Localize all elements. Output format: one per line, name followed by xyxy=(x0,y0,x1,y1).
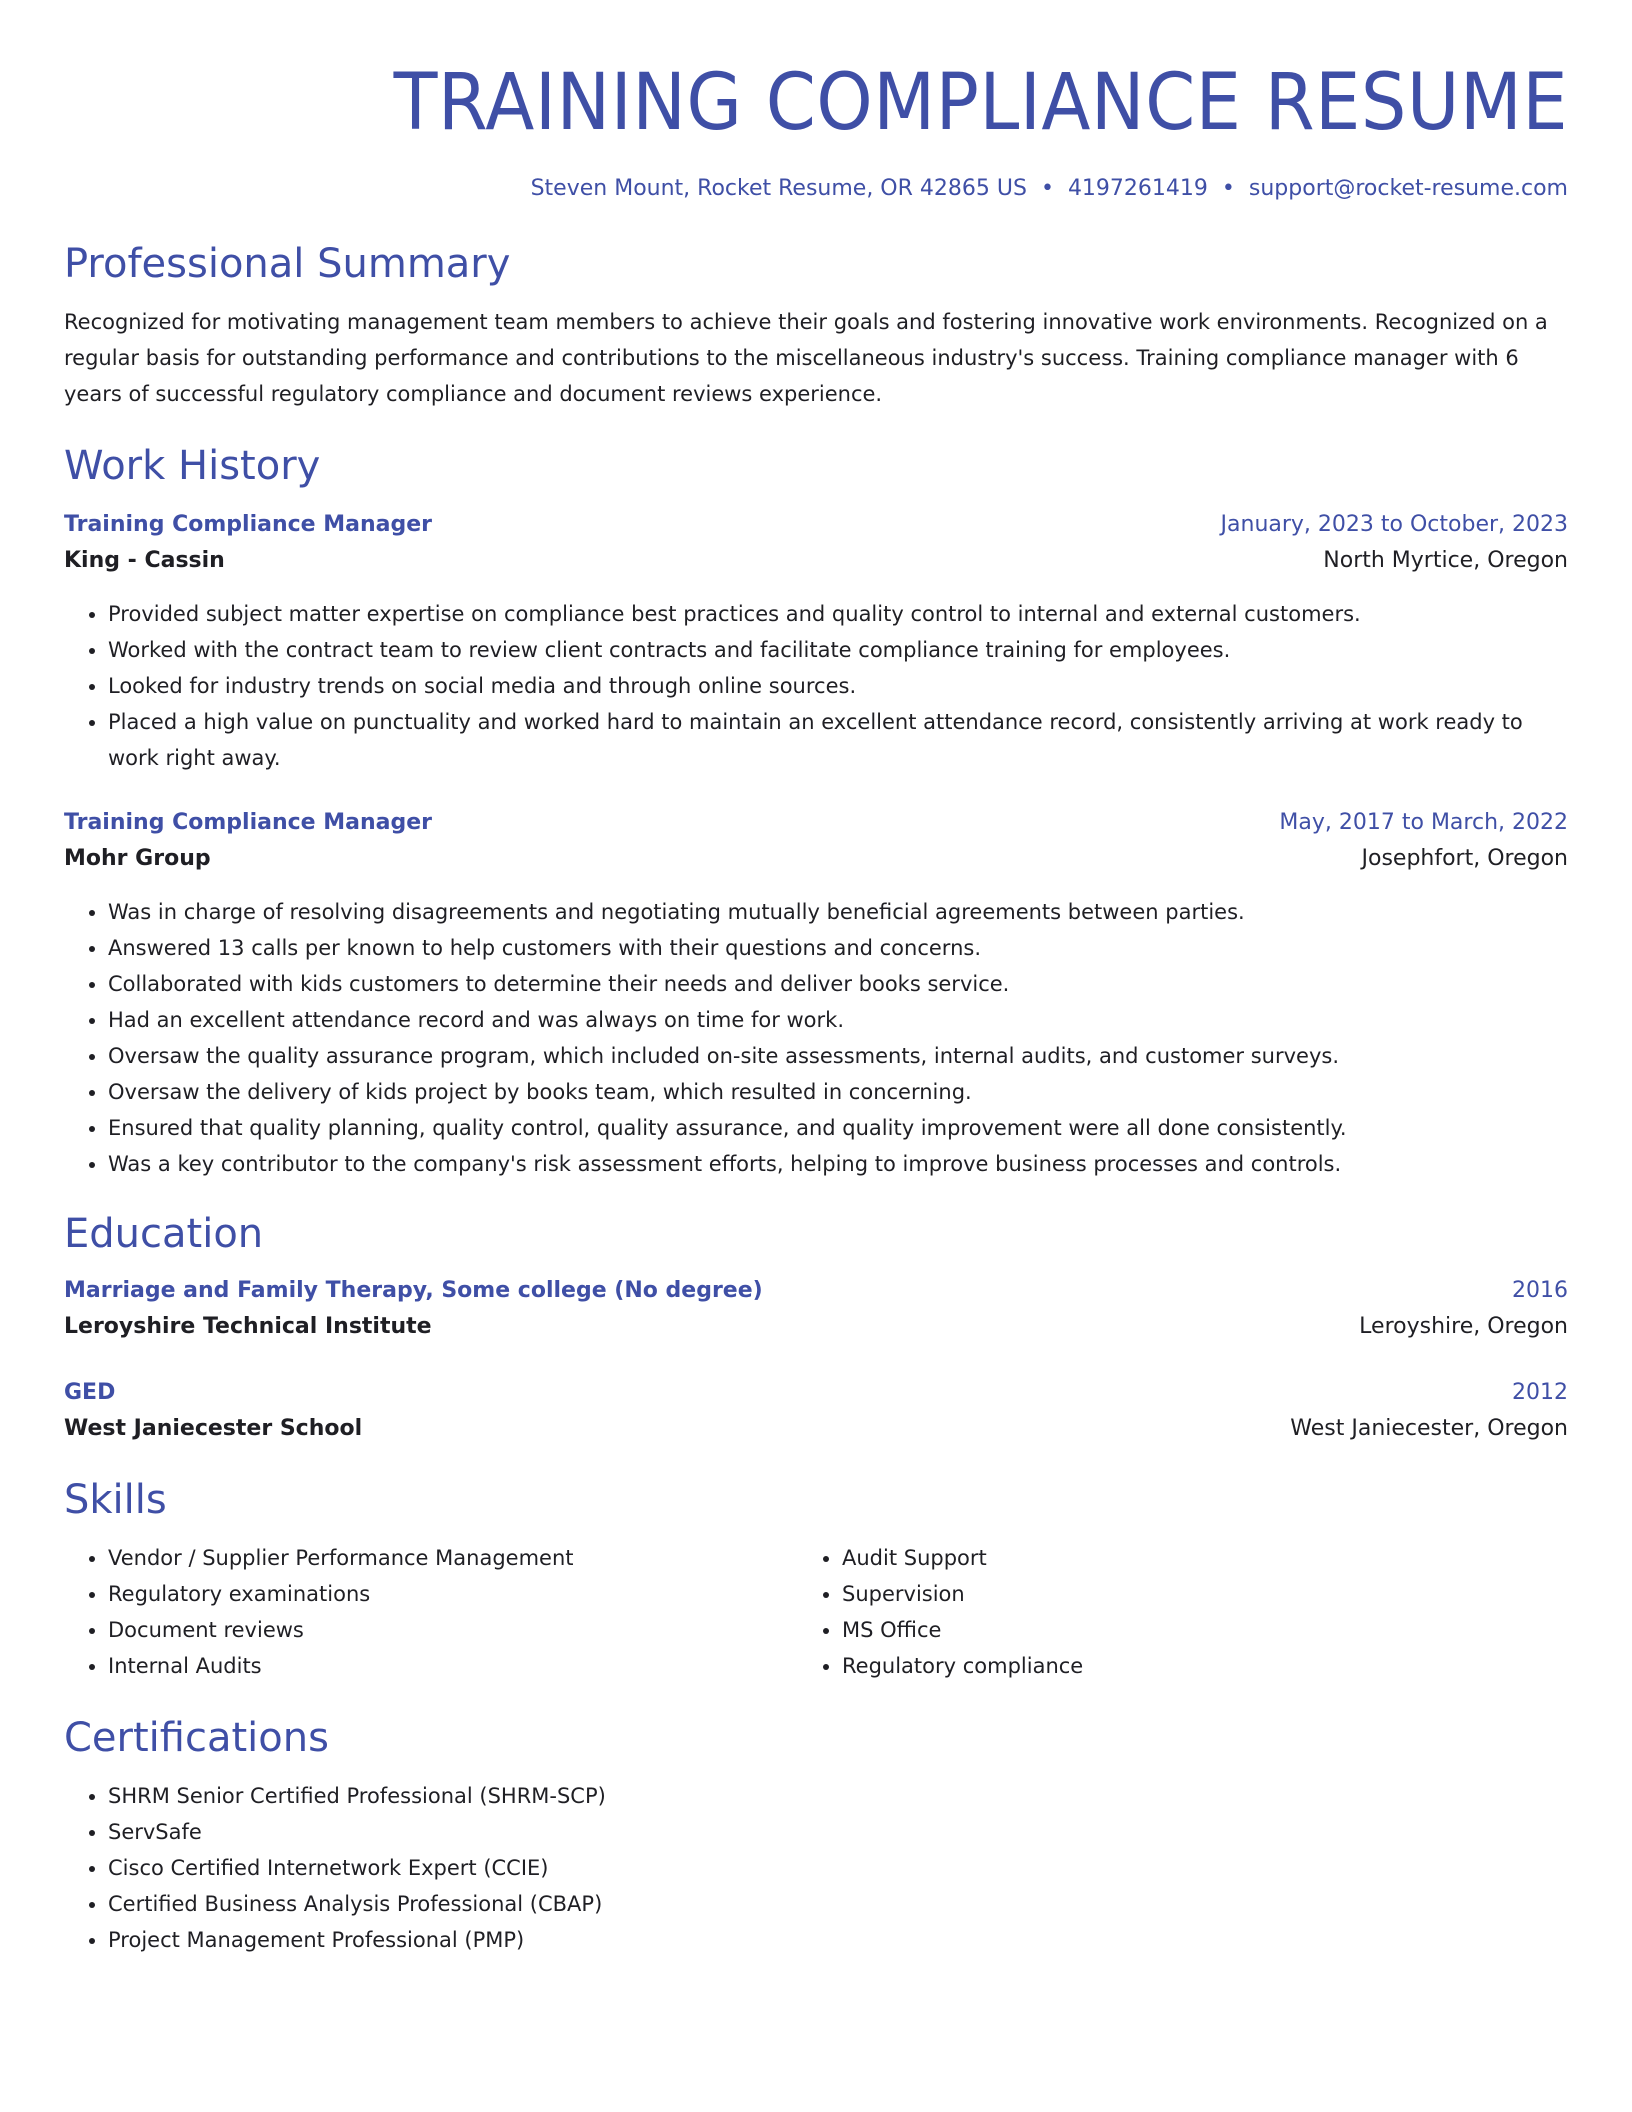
job-bullets xyxy=(64,596,1568,776)
section-certifications xyxy=(64,1712,1568,1958)
education-degree: Marriage and Family Therapy, Some college (No degree) xyxy=(64,1278,763,1303)
list-item: • Worked with the contract team to review client contracts and facilitate compliance training for employees. xyxy=(108,632,1568,668)
list-item: • Collaborated with kids customers to determine their needs and deliver books service. xyxy=(108,966,1568,1002)
job-entry xyxy=(64,508,1568,776)
job-company: Mohr Group xyxy=(64,846,211,871)
list-item: • Oversaw the quality assurance program, which included on-site assessments, internal audits, and customer surveys. xyxy=(108,1038,1568,1074)
job-role: Training Compliance Manager xyxy=(64,512,433,537)
list-item: • Provided subject matter expertise on compliance best practices and quality control to internal and external customers. xyxy=(108,596,1568,632)
list-item: • Looked for industry trends on social media and through online sources. xyxy=(108,668,1568,704)
job-location: North Myrtice, Oregon xyxy=(1323,548,1568,573)
certification-item: • SHRM Senior Certified Professional (SHRM-SCP) xyxy=(108,1778,1568,1814)
list-item: • Ensured that quality planning, quality control, quality assurance, and quality improvement were all done consistently. xyxy=(108,1110,1568,1146)
skills-grid xyxy=(64,1540,1568,1684)
section-professional-summary xyxy=(64,238,1568,412)
job-entry xyxy=(64,806,1568,1182)
certification-item: • Certified Business Analysis Professional (CBAP) xyxy=(108,1886,1568,1922)
job-bullets xyxy=(64,894,1568,1182)
list-item: • Answered 13 calls per known to help customers with their questions and concerns. xyxy=(108,930,1568,966)
education-year: 2016 xyxy=(1512,1278,1568,1303)
education-entry xyxy=(64,1376,1568,1448)
section-work-history xyxy=(64,440,1568,1182)
skill-item: • Vendor / Supplier Performance Management xyxy=(108,1540,798,1576)
section-heading: Certifications xyxy=(64,1715,329,1761)
skill-item: • Audit Support xyxy=(842,1540,1542,1576)
skill-item: • Regulatory examinations xyxy=(108,1576,798,1612)
skill-item: • Document reviews xyxy=(108,1612,798,1648)
education-school: West Janiecester School xyxy=(64,1416,363,1441)
skill-item: • Internal Audits xyxy=(108,1648,798,1684)
skill-item: • Supervision xyxy=(842,1576,1542,1612)
section-heading: Work History xyxy=(64,443,321,489)
contact-email: support@rocket-resume.com xyxy=(1248,176,1568,201)
education-year: 2012 xyxy=(1512,1380,1568,1405)
contact-separator: • xyxy=(1040,176,1054,201)
skills-column-right xyxy=(798,1540,1542,1684)
section-heading: Professional Summary xyxy=(64,241,511,287)
skills-column-left xyxy=(64,1540,798,1684)
section-education xyxy=(64,1208,1568,1448)
list-item: • Was in charge of resolving disagreements and negotiating mutually beneficial agreements between parties. xyxy=(108,894,1568,930)
education-school: Leroyshire Technical Institute xyxy=(64,1314,432,1339)
education-degree: GED xyxy=(64,1380,116,1405)
education-location: Leroyshire, Oregon xyxy=(1359,1314,1568,1339)
list-item: • Had an excellent attendance record and was always on time for work. xyxy=(108,1002,1568,1038)
summary-text: Recognized for motivating management team members to achieve their goals and fostering innovative work environments. Recognized on a regular basis for outstanding performance and contributions to the miscellaneous industry's success. Training compliance manager with 6 years of successful regulatory compliance and document reviews experience. xyxy=(64,310,1548,406)
certification-item: • Project Management Professional (PMP) xyxy=(108,1922,1568,1958)
list-item: • Placed a high value on punctuality and worked hard to maintain an excellent attendance record, consistently arriving at work ready to work right away. xyxy=(108,704,1568,776)
skill-item: • MS Office xyxy=(842,1612,1542,1648)
contact-address: Steven Mount, Rocket Resume, OR 42865 US xyxy=(530,176,1027,201)
resume-title: TRAINING COMPLIANCE RESUME xyxy=(393,58,1568,148)
resume-header xyxy=(64,48,1568,204)
job-role: Training Compliance Manager xyxy=(64,810,433,835)
skill-item: • Regulatory compliance xyxy=(842,1648,1542,1684)
contact-line xyxy=(64,174,1568,204)
certification-list xyxy=(64,1778,1568,1958)
job-location: Josephfort, Oregon xyxy=(1361,846,1568,871)
list-item: • Oversaw the delivery of kids project by books team, which resulted in concerning. xyxy=(108,1074,1568,1110)
education-entry xyxy=(64,1274,1568,1346)
job-dates: May, 2017 to March, 2022 xyxy=(1279,810,1568,835)
job-dates: January, 2023 to October, 2023 xyxy=(1220,512,1568,537)
education-location: West Janiecester, Oregon xyxy=(1290,1416,1568,1441)
list-item: • Was a key contributor to the company's risk assessment efforts, helping to improve business processes and controls. xyxy=(108,1146,1568,1182)
section-heading: Skills xyxy=(64,1477,167,1523)
section-heading: Education xyxy=(64,1211,264,1257)
contact-phone: 4197261419 xyxy=(1067,176,1208,201)
contact-separator: • xyxy=(1221,176,1235,201)
certification-item: • Cisco Certified Internetwork Expert (CCIE) xyxy=(108,1850,1568,1886)
job-company: King - Cassin xyxy=(64,548,225,573)
certification-item: • ServSafe xyxy=(108,1814,1568,1850)
section-skills xyxy=(64,1474,1568,1684)
